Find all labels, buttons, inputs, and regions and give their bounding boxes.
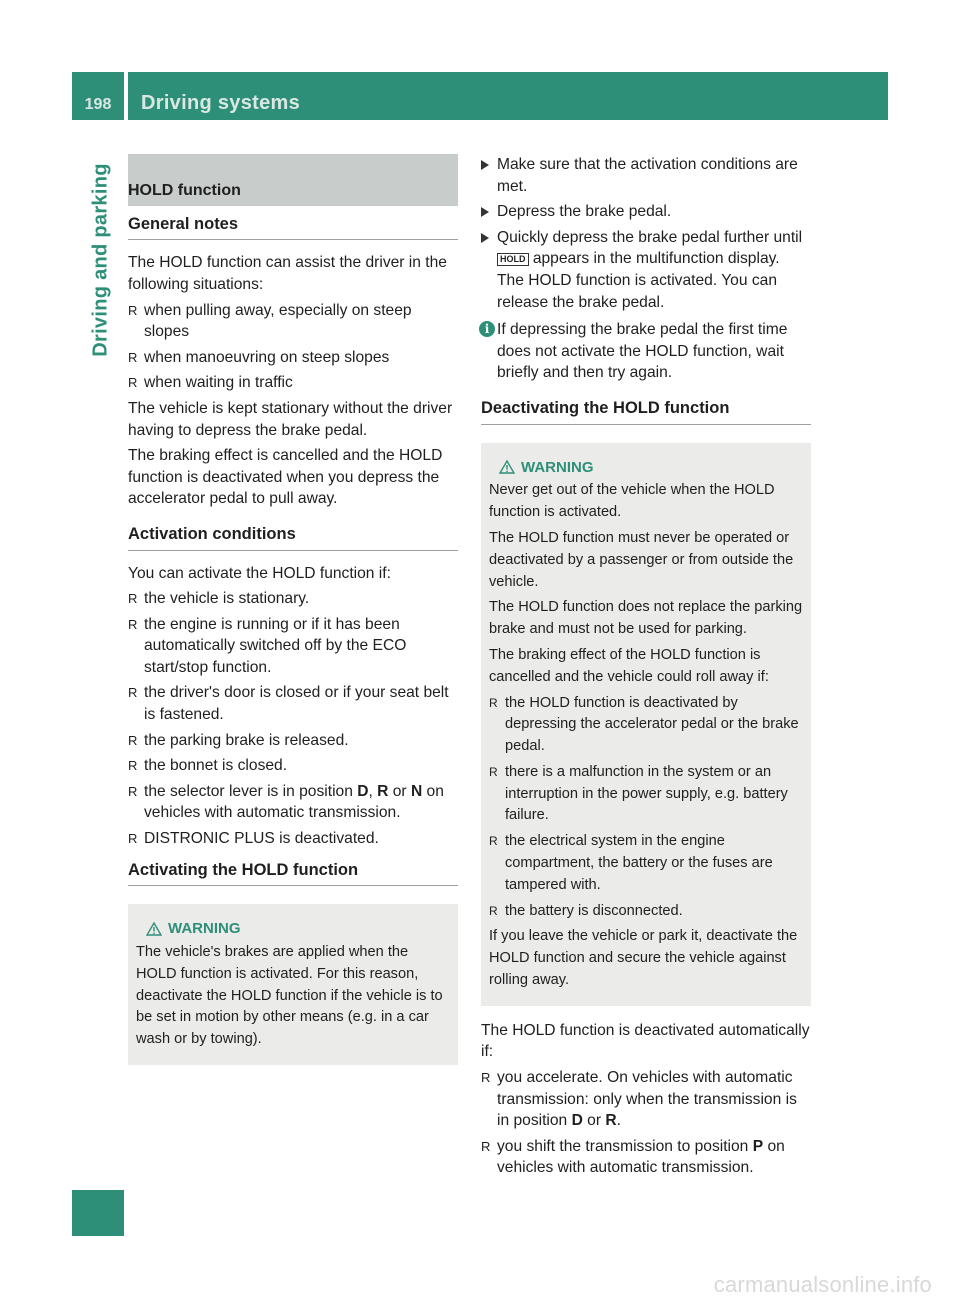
- arrow-right-icon: [481, 207, 489, 217]
- arrow-right-icon: [481, 233, 489, 243]
- list-item: R the electrical system in the engine compartment, the battery or the fuses are tampered with.: [489, 831, 803, 896]
- list-item: [481, 1136, 811, 1179]
- arrow-right-icon: [481, 160, 489, 170]
- left-column: [128, 154, 458, 1073]
- step-item: [481, 227, 811, 313]
- warning-2-p3: The HOLD function does not replace the parking brake and must not be used for parking.: [489, 599, 803, 638]
- page-number-box: [72, 72, 124, 120]
- selector-sep2: or: [388, 782, 411, 800]
- warning-box-2: [481, 443, 811, 1006]
- list-item: R the parking brake is released.: [128, 730, 458, 752]
- general-heading: General notes: [128, 214, 458, 241]
- info-text: If depressing the brake pedal the first time does not activate the HOLD function, wait briefly and then try again.: [497, 321, 788, 382]
- hold-heading: [128, 154, 458, 206]
- side-label: Driving and parking: [89, 163, 112, 357]
- warning-title-text-1: WARNING: [168, 920, 241, 938]
- warning-2-p1: Never get out of the vehicle when the HOLD function is activated.: [489, 482, 775, 521]
- selector-r: R: [377, 782, 389, 800]
- step-3-result: The HOLD function is activated. You can release the brake pedal.: [497, 271, 777, 311]
- auto-1-d: D: [571, 1112, 583, 1130]
- info-note: [481, 319, 811, 384]
- auto-1-or: or: [582, 1112, 606, 1130]
- auto-intro: The HOLD function is deactivated automatically if:: [481, 1021, 810, 1061]
- activation-list: [128, 588, 458, 850]
- general-p2: The braking effect is cancelled and the HOLD function is deactivated when you depress the accelerator pedal to pull away.: [128, 447, 443, 508]
- general-list: [128, 300, 458, 394]
- warning-box-1: [128, 904, 458, 1065]
- page-number: 198: [84, 96, 112, 113]
- general-p1: The vehicle is kept stationary without the driver having to depress the brake pedal.: [128, 399, 453, 439]
- warning-title-1: [136, 918, 450, 940]
- list-item: R when manoeuvring on steep slopes: [128, 347, 458, 369]
- hold-heading-text: HOLD function: [128, 182, 241, 200]
- general-intro: The HOLD function can assist the driver in the following situations:: [128, 254, 447, 293]
- list-item: [481, 1067, 811, 1132]
- header-bar: [128, 72, 888, 120]
- auto-1-r: R: [605, 1112, 617, 1130]
- list-item: [128, 781, 458, 824]
- list-item: R DISTRONIC PLUS is deactivated.: [128, 828, 458, 850]
- selector-pre: the selector lever is in position: [144, 782, 358, 800]
- warning-triangle-icon: [499, 460, 515, 474]
- selector-sep1: ,: [368, 782, 378, 800]
- step-2-text: Depress the brake pedal.: [497, 203, 672, 221]
- selector-post: on vehicles with automatic transmission.: [144, 782, 444, 822]
- warning-2-list: [489, 693, 803, 923]
- step-3-pre: Quickly depress the brake pedal further until: [497, 228, 803, 246]
- selector-n: N: [410, 782, 423, 800]
- warning-title-2: [489, 457, 803, 479]
- warning-2-p2: The HOLD function must never be operated or deactivated by a passenger or from outside the vehicle.: [489, 529, 794, 590]
- warning-2-p5: If you leave the vehicle or park it, deactivate the HOLD function and secure the vehicle against rolling away.: [489, 928, 798, 989]
- auto-2-pre: you shift the transmission to position: [497, 1137, 753, 1155]
- deactivating-heading: Deactivating the HOLD function: [481, 398, 811, 425]
- step-item: [481, 154, 811, 197]
- watermark: carmanualsonline.info: [713, 1272, 932, 1297]
- list-item: R the HOLD function is deactivated by depressing the accelerator pedal or the brake pedal.: [489, 693, 803, 758]
- step-item: [481, 201, 811, 223]
- list-item: R the battery is disconnected.: [489, 901, 803, 923]
- warning-text-1: The vehicle's brakes are applied when the HOLD function is activated. For this reason, deactivate the HOLD function if the vehicle is to be set in motion by other means (e.g. in a car wash or by towing).: [136, 944, 443, 1048]
- activation-heading: Activation conditions: [128, 524, 458, 551]
- steps-list: [481, 154, 811, 313]
- hold-icon: HOLD: [497, 253, 529, 266]
- list-item: R when waiting in traffic: [128, 372, 458, 394]
- list-item: R the bonnet is closed.: [128, 755, 458, 777]
- list-item: R when pulling away, especially on steep slopes: [128, 300, 458, 343]
- warning-title-text-2: WARNING: [521, 458, 594, 476]
- auto-list: [481, 1067, 811, 1179]
- section-title: Driving systems: [141, 92, 301, 114]
- info-icon: i: [479, 321, 495, 337]
- auto-1-end: .: [616, 1112, 621, 1130]
- warning-triangle-icon: [146, 922, 162, 936]
- step-3-post: appears in the multifunction display.: [528, 250, 780, 268]
- auto-1-pre: you accelerate. On vehicles with automatic transmission: only when the transmission is in position: [497, 1069, 797, 1130]
- activating-heading: Activating the HOLD function: [128, 860, 458, 887]
- right-column: [481, 154, 811, 1183]
- list-item: R the driver's door is closed or if your seat belt is fastened.: [128, 682, 458, 725]
- side-label-wrap: [86, 130, 116, 390]
- list-item: R the engine is running or if it has been automatically switched off by the ECO start/stop function.: [128, 614, 458, 679]
- auto-2-p: P: [752, 1137, 764, 1155]
- step-1-text: Make sure that the activation conditions are met.: [497, 156, 798, 195]
- selector-d: D: [357, 782, 369, 800]
- auto-2-post: on vehicles with automatic transmission.: [497, 1137, 785, 1177]
- side-tab: [72, 1190, 124, 1236]
- activation-intro: You can activate the HOLD function if:: [128, 564, 391, 582]
- warning-2-p4: The braking effect of the HOLD function is cancelled and the vehicle could roll away if:: [489, 646, 769, 685]
- list-item: R the vehicle is stationary.: [128, 588, 458, 610]
- list-item: R there is a malfunction in the system or an interruption in the power supply, e.g. battery failure.: [489, 762, 803, 827]
